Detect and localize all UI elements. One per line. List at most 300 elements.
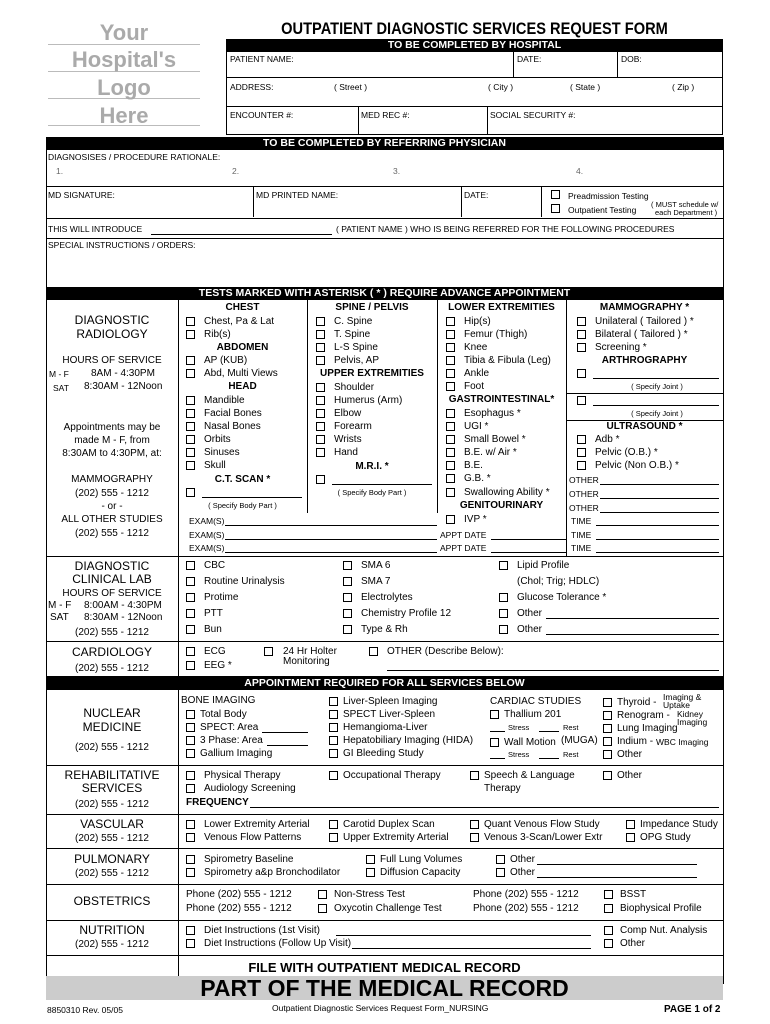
thyroid-checkbox[interactable]: [603, 698, 612, 707]
electrolytes-checkbox[interactable]: [343, 593, 352, 602]
address-label: ADDRESS:: [230, 82, 274, 92]
holter-checkbox[interactable]: [264, 647, 273, 656]
lower-arterial-checkbox[interactable]: [186, 820, 195, 829]
cardiology-phone: (202) 555 - 1212: [75, 663, 149, 674]
oct-checkbox[interactable]: [318, 904, 327, 913]
knee-checkbox[interactable]: [446, 343, 455, 352]
shoulder-checkbox[interactable]: [316, 383, 325, 392]
appt-date-label: APPT DATE: [440, 530, 487, 540]
indium-label: Indium -: [617, 736, 654, 747]
lab-item: Bun: [204, 624, 222, 635]
thyroid-label: Thyroid -: [617, 697, 657, 708]
ob-phone: Phone (202) 555 - 1212: [473, 903, 579, 914]
pt-checkbox[interactable]: [186, 771, 195, 780]
liver-item: Hemangioma-Liver: [343, 722, 428, 733]
small-bowel-checkbox[interactable]: [446, 435, 455, 444]
spirometry-ap-checkbox[interactable]: [186, 868, 195, 877]
vascular-item: Lower Extremity Arterial: [204, 819, 310, 830]
pelvic-ob-checkbox[interactable]: [577, 448, 586, 457]
us-item: Adb *: [595, 434, 620, 445]
nuclear-name: MEDICINE: [82, 720, 142, 734]
liver-item: GI Bleeding Study: [343, 748, 424, 759]
rehab-other-label: Other: [617, 770, 643, 781]
upper-item: Elbow: [334, 408, 362, 419]
mri-checkbox[interactable]: [316, 475, 325, 484]
pelvic-nonob-checkbox[interactable]: [577, 461, 586, 470]
ob-phone: Phone (202) 555 - 1212: [186, 889, 292, 900]
time-label: TIME: [571, 543, 592, 553]
nuclear-other-label: Other: [617, 749, 643, 760]
street-label: ( Street ): [334, 82, 368, 92]
nasal-checkbox[interactable]: [186, 422, 195, 431]
lower-item: Femur (Thigh): [464, 329, 528, 340]
indium-checkbox[interactable]: [603, 737, 612, 746]
gallium-checkbox[interactable]: [186, 749, 195, 758]
forearm-checkbox[interactable]: [316, 422, 325, 431]
pulmonary-phone: (202) 555 - 1212: [75, 868, 149, 879]
ivp-checkbox[interactable]: [446, 515, 455, 524]
mri-heading: M.R.I. *: [355, 461, 389, 472]
arthro-specify: ( Specify Joint ): [631, 382, 683, 391]
chest-heading: CHEST: [225, 302, 260, 313]
lung-imaging-checkbox[interactable]: [603, 724, 612, 733]
diagnoses-label: DIAGNOSISES / PROCEDURE RATIONALE:: [48, 152, 221, 162]
other-joint-checkbox[interactable]: [577, 396, 586, 405]
bpp-label: Biophysical Profile: [620, 903, 702, 914]
hida-checkbox[interactable]: [329, 736, 338, 745]
thallium-checkbox[interactable]: [490, 710, 499, 719]
pulmonary-item: Spirometry Baseline: [204, 854, 294, 865]
humerus-checkbox[interactable]: [316, 396, 325, 405]
time-label: TIME: [571, 530, 592, 540]
diet-label: Diet Instructions (1st Visit): [204, 925, 320, 936]
outpatient-checkbox[interactable]: [551, 204, 560, 213]
wbc-label: WBC Imaging: [656, 737, 709, 747]
time-label: TIME: [571, 516, 592, 526]
rest-label: Rest: [563, 750, 579, 759]
rehab-name: REHABILITATIVE: [64, 768, 160, 782]
liver-spleen-checkbox[interactable]: [329, 697, 338, 706]
ugi-checkbox[interactable]: [446, 422, 455, 431]
exam-label: EXAM(S): [189, 543, 225, 553]
spine-item: L-S Spine: [334, 342, 378, 353]
quant-venous-checkbox[interactable]: [470, 820, 479, 829]
patient-name-label: PATIENT NAME:: [230, 54, 294, 64]
rehab-phone: (202) 555 - 1212: [75, 799, 149, 810]
hemangioma-checkbox[interactable]: [329, 723, 338, 732]
muga-label: (MUGA): [561, 735, 598, 746]
be-air-checkbox[interactable]: [446, 448, 455, 457]
lipid-checkbox[interactable]: [499, 561, 508, 570]
liver-item: SPECT Liver-Spleen: [343, 709, 436, 720]
protime-checkbox[interactable]: [186, 593, 195, 602]
mammo-item: Unilateral ( Tailored ) *: [595, 316, 694, 327]
lab-name: CLINICAL LAB: [72, 572, 152, 586]
mammo-heading: MAMMOGRAPHY *: [599, 302, 690, 313]
logo-line: Hospital's: [71, 47, 177, 72]
rehab-name: SERVICES: [81, 781, 143, 795]
ecg-checkbox[interactable]: [186, 647, 195, 656]
wrists-checkbox[interactable]: [316, 435, 325, 444]
form-title: OUTPATIENT DIAGNOSTIC SERVICES REQUEST FORM: [281, 19, 668, 38]
vascular-phone: (202) 555 - 1212: [75, 833, 149, 844]
rehab-other-checkbox[interactable]: [603, 771, 612, 780]
pulm-other-checkbox[interactable]: [496, 855, 505, 864]
lab-item: Lipid Profile: [517, 560, 570, 571]
diag-3: 3.: [393, 166, 401, 176]
swallowing-checkbox[interactable]: [446, 488, 455, 497]
other-label: OTHER: [569, 475, 599, 485]
bsst-label: BSST: [620, 889, 647, 900]
pulmonary-item: Other: [510, 867, 536, 878]
vascular-item: Carotid Duplex Scan: [343, 819, 435, 830]
radiology-name: DIAGNOSTIC: [74, 313, 150, 327]
lab-other-checkbox[interactable]: [499, 625, 508, 634]
ssn-label: SOCIAL SECURITY #:: [490, 110, 576, 120]
renogram-checkbox[interactable]: [603, 711, 612, 720]
upper-item: Forearm: [334, 421, 372, 432]
city-label: ( City ): [488, 82, 514, 92]
outpatient-label: Outpatient Testing: [568, 205, 637, 215]
exam-label: EXAM(S): [189, 530, 225, 540]
tibia-checkbox[interactable]: [446, 356, 455, 365]
chem12-checkbox[interactable]: [343, 609, 352, 618]
holter-label: 24 Hr Holter: [283, 646, 337, 657]
ls-spine-checkbox[interactable]: [316, 343, 325, 352]
patient-referred-label: ( PATIENT NAME ) WHO IS BEING REFERRED FOR THE FOLLOWING PROCEDURES: [336, 224, 675, 234]
orbits-checkbox[interactable]: [186, 435, 195, 444]
three-phase-checkbox[interactable]: [186, 736, 195, 745]
unilateral-checkbox[interactable]: [577, 317, 586, 326]
dob-label: DOB:: [621, 54, 642, 64]
pulmonary-item: Other: [510, 854, 536, 865]
zip-label: ( Zip ): [672, 82, 695, 92]
lab-item: Electrolytes: [361, 592, 413, 603]
head-item: Facial Bones: [204, 408, 262, 419]
footer-file: FILE WITH OUTPATIENT MEDICAL RECORD: [248, 960, 521, 975]
vascular-item: Quant Venous Flow Study: [484, 819, 600, 830]
encounter-label: ENCOUNTER #:: [230, 110, 294, 120]
footer-part: PART OF THE MEDICAL RECORD: [200, 975, 569, 1001]
lab-item: (Chol; Trig; HDLC): [517, 576, 600, 587]
vascular-item: OPG Study: [640, 832, 691, 843]
hips-checkbox[interactable]: [446, 317, 455, 326]
radiology-mf: M - F: [49, 369, 69, 379]
abdomen-heading: ABDOMEN: [216, 342, 269, 353]
diag-2: 2.: [232, 166, 240, 176]
skull-checkbox[interactable]: [186, 461, 195, 470]
eeg-checkbox[interactable]: [186, 661, 195, 670]
lower-item: Hip(s): [464, 316, 491, 327]
gi-item: Small Bowel *: [464, 434, 526, 445]
radiology-hours: HOURS OF SERVICE: [62, 355, 162, 366]
audio-label: Audiology Screening: [204, 783, 296, 794]
pt-label: Physical Therapy: [204, 770, 281, 781]
nuclear-other-checkbox[interactable]: [603, 750, 612, 759]
radiology-appt: Appointments may be: [63, 422, 161, 433]
arthro-heading: ARTHROGRAPHY: [601, 355, 688, 366]
upper-item: Hand: [334, 447, 358, 458]
radiology-all-phone: (202) 555 - 1212: [75, 528, 149, 539]
ob-phone: Phone (202) 555 - 1212: [473, 889, 579, 900]
carotid-checkbox[interactable]: [329, 820, 338, 829]
exam-label: EXAM(S): [189, 516, 225, 526]
abd-item: AP (KUB): [204, 355, 248, 366]
radiology-or: - or -: [101, 501, 123, 512]
speech-label: Speech & Language: [484, 770, 575, 781]
adb-checkbox[interactable]: [577, 435, 586, 444]
gi-heading: GASTROINTESTINAL*: [448, 394, 555, 405]
spect-checkbox[interactable]: [186, 723, 195, 732]
bpp-checkbox[interactable]: [604, 904, 613, 913]
c-spine-checkbox[interactable]: [316, 317, 325, 326]
oct-label: Oxycotin Challenge Test: [334, 903, 442, 914]
ot-label: Occupational Therapy: [343, 770, 441, 781]
uptake-label: Uptake: [663, 700, 690, 710]
femur-checkbox[interactable]: [446, 330, 455, 339]
footer-form: Outpatient Diagnostic Services Request Form_NURSING: [272, 1003, 489, 1013]
screening-checkbox[interactable]: [577, 343, 586, 352]
lab-other-checkbox[interactable]: [499, 609, 508, 618]
radiology-appt: 8:30AM to 4:30PM, at:: [62, 448, 162, 459]
stress-label: Stress: [508, 723, 530, 732]
hospital-logo: [48, 18, 200, 140]
lab-item: SMA 7: [361, 576, 391, 587]
hospital-section: [226, 39, 723, 135]
appointment-header: APPOINTMENT REQUIRED FOR ALL SERVICES BELOW: [46, 677, 723, 690]
upper-item: Humerus (Arm): [334, 395, 403, 406]
lab-mf-time: 8:00AM - 4:30PM: [84, 600, 162, 611]
esophagus-checkbox[interactable]: [446, 409, 455, 418]
lab-name: DIAGNOSTIC: [74, 559, 150, 573]
hospital-header: TO BE COMPLETED BY HOSPITAL: [226, 39, 723, 52]
pelvis-checkbox[interactable]: [316, 356, 325, 365]
lower-heading: LOWER EXTREMITIES: [448, 302, 555, 313]
lower-item: Ankle: [464, 368, 490, 379]
ecg-label: ECG: [204, 646, 226, 657]
mammo-item: Screening *: [595, 342, 647, 353]
spine-heading: SPINE / PELVIS: [335, 302, 409, 313]
introduce-label: THIS WILL INTRODUCE: [48, 224, 143, 234]
lower-item: Tibia & Fibula (Leg): [464, 355, 551, 366]
lab-item: Type & Rh: [361, 624, 408, 635]
comp-nut-checkbox[interactable]: [604, 926, 613, 935]
spine-item: T. Spine: [334, 329, 371, 340]
urinalysis-checkbox[interactable]: [186, 577, 195, 586]
wall-motion-checkbox[interactable]: [490, 738, 499, 747]
cardio-other-checkbox[interactable]: [369, 647, 378, 656]
footer-page: PAGE 1 of 2: [664, 1004, 721, 1015]
eeg-label: EEG *: [204, 660, 232, 671]
nutrition-name: NUTRITION: [79, 923, 145, 937]
spect-liver-checkbox[interactable]: [329, 710, 338, 719]
sma6-checkbox[interactable]: [343, 561, 352, 570]
radiology-all: ALL OTHER STUDIES: [61, 514, 163, 525]
hand-checkbox[interactable]: [316, 448, 325, 457]
bone-item: Gallium Imaging: [200, 748, 273, 759]
logo-line: Logo: [97, 75, 151, 100]
pulmonary-name: PULMONARY: [74, 852, 150, 866]
lab-item: Chemistry Profile 12: [361, 608, 452, 619]
head-heading: HEAD: [228, 381, 257, 392]
other-label: OTHER: [569, 489, 599, 499]
cbc-checkbox[interactable]: [186, 561, 195, 570]
radiology-mammo: MAMMOGRAPHY: [71, 474, 153, 485]
upper-arterial-checkbox[interactable]: [329, 833, 338, 842]
preadmission-label: Preadmission Testing: [568, 191, 649, 201]
radiology-sat: SAT: [53, 383, 69, 393]
chest-item: Chest, Pa & Lat: [204, 316, 275, 327]
ct-heading: C.T. SCAN *: [214, 474, 271, 485]
diffusion-checkbox[interactable]: [366, 868, 375, 877]
kidney-imaging-label: Imaging: [677, 717, 708, 727]
pulm-other-checkbox[interactable]: [496, 868, 505, 877]
ribs-checkbox[interactable]: [186, 330, 195, 339]
lab-item: Other: [517, 624, 543, 635]
nuclear-name: NUCLEAR: [83, 706, 141, 720]
lab-item: CBC: [204, 560, 226, 571]
cardiac-heading: CARDIAC STUDIES: [490, 696, 582, 707]
comp-nut-label: Comp Nut. Analysis: [620, 925, 708, 936]
special-instructions-label: SPECIAL INSTRUCTIONS / ORDERS:: [48, 240, 196, 250]
head-item: Mandible: [204, 395, 245, 406]
md-date-label: DATE:: [464, 190, 489, 200]
facial-checkbox[interactable]: [186, 409, 195, 418]
vascular-name: VASCULAR: [80, 817, 144, 831]
mammo-item: Bilateral ( Tailored ) *: [595, 329, 688, 340]
vascular-item: Venous 3-Scan/Lower Extr: [484, 832, 603, 843]
sma7-checkbox[interactable]: [343, 577, 352, 586]
wall-motion-label: Wall Motion: [504, 737, 556, 748]
head-item: Skull: [204, 460, 226, 471]
speech-label: Therapy: [484, 783, 521, 794]
state-label: ( State ): [570, 82, 601, 92]
gi-bleeding-checkbox[interactable]: [329, 749, 338, 758]
ct-specify: ( Specify Body Part ): [208, 501, 277, 510]
gu-item: IVP *: [464, 514, 487, 525]
other-label: OTHER: [569, 503, 599, 513]
foot-checkbox[interactable]: [446, 382, 455, 391]
mri-specify: ( Specify Body Part ): [337, 488, 407, 497]
nst-checkbox[interactable]: [318, 890, 327, 899]
diet-followup-checkbox[interactable]: [186, 939, 195, 948]
lung-imaging-label: Lung Imaging: [617, 723, 678, 734]
upper-item: Wrists: [334, 434, 362, 445]
bun-checkbox[interactable]: [186, 625, 195, 634]
total-body-checkbox[interactable]: [186, 710, 195, 719]
opg-checkbox[interactable]: [626, 833, 635, 842]
ot-checkbox[interactable]: [329, 771, 338, 780]
lab-phone: (202) 555 - 1212: [75, 627, 149, 638]
bilateral-checkbox[interactable]: [577, 330, 586, 339]
pulmonary-item: Diffusion Capacity: [380, 867, 461, 878]
audio-checkbox[interactable]: [186, 784, 195, 793]
holter-label: Monitoring: [283, 656, 330, 667]
lower-item: Knee: [464, 342, 488, 353]
physician-header: TO BE COMPLETED BY REFERRING PHYSICIAN: [46, 137, 723, 150]
chest-pa-checkbox[interactable]: [186, 317, 195, 326]
vascular-item: Upper Extremity Arterial: [343, 832, 449, 843]
lab-item: Glucose Tolerance *: [517, 592, 607, 603]
arthro-checkbox[interactable]: [577, 369, 586, 378]
ptt-checkbox[interactable]: [186, 609, 195, 618]
venous-flow-checkbox[interactable]: [186, 833, 195, 842]
head-item: Sinuses: [204, 447, 240, 458]
gi-item: UGI *: [464, 421, 489, 432]
preadmission-checkbox[interactable]: [551, 190, 560, 199]
gb-checkbox[interactable]: [446, 474, 455, 483]
upper-item: Shoulder: [334, 382, 375, 393]
ct-checkbox[interactable]: [186, 488, 195, 497]
gu-heading: GENITOURINARY: [459, 500, 544, 511]
radiology-name: RADIOLOGY: [76, 327, 148, 341]
mandible-checkbox[interactable]: [186, 396, 195, 405]
nutrition-other-checkbox[interactable]: [604, 939, 613, 948]
logo-line: Here: [99, 103, 149, 128]
impedance-checkbox[interactable]: [626, 820, 635, 829]
head-item: Nasal Bones: [204, 421, 261, 432]
nutrition-other-label: Other: [620, 938, 646, 949]
abd-multi-checkbox[interactable]: [186, 369, 195, 378]
thallium-label: Thallium 201: [504, 709, 562, 720]
diet-label: Diet Instructions (Follow Up Visit): [204, 938, 352, 949]
ap-kub-checkbox[interactable]: [186, 356, 195, 365]
nuclear-phone: (202) 555 - 1212: [75, 742, 149, 753]
spine-item: C. Spine: [334, 316, 373, 327]
pulmonary-item: Full Lung Volumes: [380, 854, 463, 865]
bone-item: Total Body: [200, 709, 247, 720]
frequency-label: FREQUENCY: [186, 797, 249, 808]
must-schedule: ( MUST schedule w/: [651, 200, 719, 209]
gi-item: B.E. w/ Air *: [464, 447, 517, 458]
type-rh-checkbox[interactable]: [343, 625, 352, 634]
diet-1st-checkbox[interactable]: [186, 926, 195, 935]
bone-item: SPECT: Area: [200, 722, 259, 733]
appt-date-label: APPT DATE: [440, 543, 487, 553]
lab-sat: SAT: [50, 612, 69, 623]
us-item: Pelvic (Non O.B.) *: [595, 460, 679, 471]
lab-mf: M - F: [48, 600, 72, 611]
rest-label: Rest: [563, 723, 579, 732]
sinuses-checkbox[interactable]: [186, 448, 195, 457]
head-item: Orbits: [204, 434, 231, 445]
be-checkbox[interactable]: [446, 461, 455, 470]
lung-volumes-checkbox[interactable]: [366, 855, 375, 864]
diag-4: 4.: [576, 166, 584, 176]
glucose-checkbox[interactable]: [499, 593, 508, 602]
medrec-label: MED REC #:: [361, 110, 410, 120]
footer-code: 8850310 Rev. 05/05: [47, 1005, 123, 1015]
speech-checkbox[interactable]: [470, 771, 479, 780]
bsst-checkbox[interactable]: [604, 890, 613, 899]
ankle-checkbox[interactable]: [446, 369, 455, 378]
elbow-checkbox[interactable]: [316, 409, 325, 418]
md-printed-label: MD PRINTED NAME:: [256, 190, 339, 200]
obstetrics-name: OBSTETRICS: [73, 894, 151, 908]
venous-3scan-checkbox[interactable]: [470, 833, 479, 842]
vascular-item: Venous Flow Patterns: [204, 832, 302, 843]
stress-label: Stress: [508, 750, 530, 759]
date-label: DATE:: [517, 54, 542, 64]
abd-item: Abd, Multi Views: [204, 368, 278, 379]
nst-label: Non-Stress Test: [334, 889, 405, 900]
us-heading: ULTRASOUND *: [606, 421, 683, 432]
spirometry-checkbox[interactable]: [186, 855, 195, 864]
t-spine-checkbox[interactable]: [316, 330, 325, 339]
chest-item: Rib(s): [204, 329, 231, 340]
ob-phone: Phone (202) 555 - 1212: [186, 903, 292, 914]
lab-item: Routine Urinalysis: [204, 576, 285, 587]
